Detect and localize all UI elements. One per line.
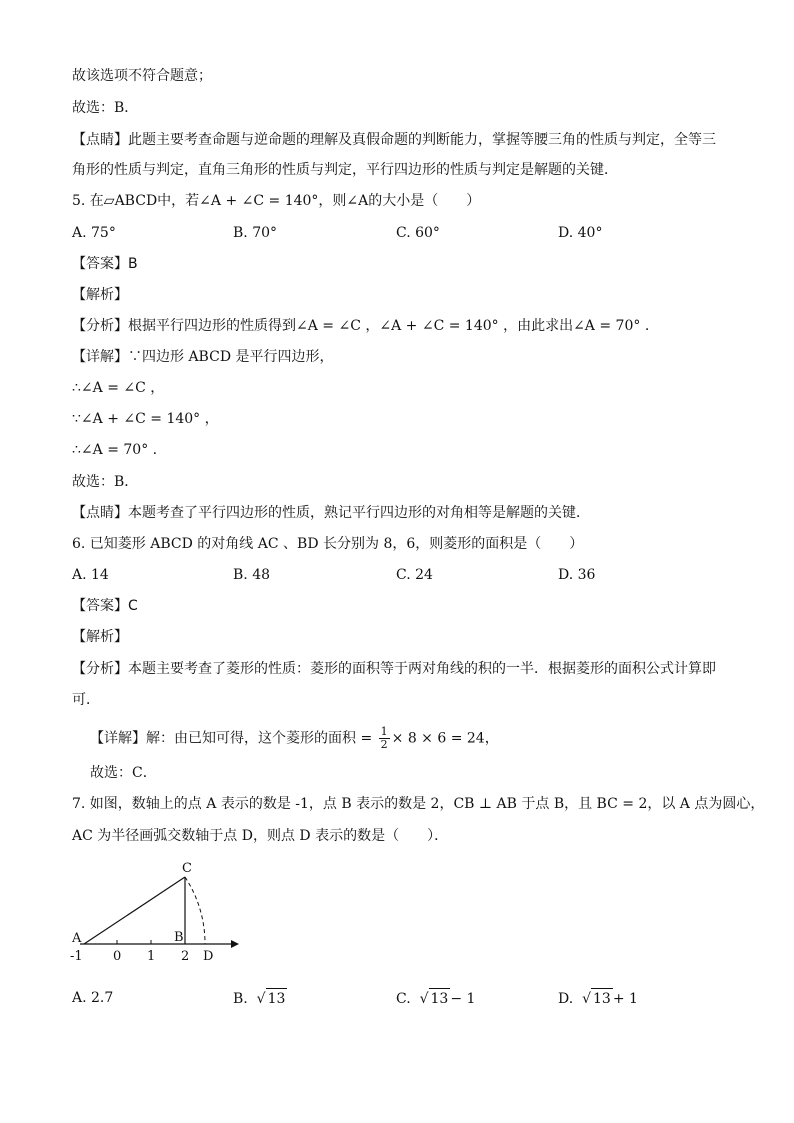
q7-option-d [558,988,638,1009]
q6-option-a: A. 14 [72,567,109,583]
tick-label-1: 1 [147,949,156,964]
q5-answer: 【答案】B [72,256,138,272]
sqrt-sign: √ [582,991,592,1007]
q6-option-c: C. 24 [396,567,433,583]
q6-fenxi-cont: 可． [72,692,100,708]
segment-ac [84,877,185,944]
number-line-figure [68,860,308,965]
q5-option-b: B. 70° [233,225,278,241]
q6-option-d: D. 36 [558,567,596,583]
sqrt-radicand: 13 [591,988,613,1009]
q7-option-c-label: C. [396,991,411,1007]
text-line: 角形的性质与判定，直角三角形的性质与判定，平行四边形的性质与判定是解题的关键． [72,162,618,178]
text-line: 【点睛】此题主要考查命题与逆命题的理解及真假命题的判断能力，掌握等腰三角的性质与判定，全等三 [72,132,716,148]
q5-detail-3: ∵∠A + ∠C = 140° ， [72,411,219,427]
label-c: C [182,861,192,876]
tick-label-neg1: -1 [70,949,83,964]
fraction [379,726,390,751]
text-line: 故选：B． [72,100,139,116]
label-a: A [72,931,82,946]
q5-fenxi: 【分析】根据平行四边形的性质得到∠A = ∠C ，∠A + ∠C = 140° ，由此求出∠A = 70° . [72,318,650,334]
q7-option-d-label: D. [558,991,574,1007]
text-line: 故该选项不符合题意； [72,68,212,84]
arc-cd [185,877,205,944]
axis-arrow [231,940,239,948]
q6-detail-2: 故选：C． [90,765,157,781]
q5-option-c: C. 60° [396,225,440,241]
q7-option-d-suffix: + 1 [612,991,638,1007]
q5-analysis-heading: 【解析】 [72,287,128,303]
sqrt-radicand: 13 [429,988,451,1009]
sqrt-sign: √ [419,991,429,1007]
q6-fenxi: 【分析】本题主要考查了菱形的性质：菱形的面积等于两对角线的积的一半．根据菱形的面积公式计算即 [72,661,716,677]
q5-option-a: A. 75° [72,225,116,241]
q5-detail-1: 【详解】∵四边形 ABCD 是平行四边形， [72,349,334,365]
label-b: B [174,930,184,945]
q7-option-a: A. 2.7 [72,990,114,1006]
fraction-denominator: 2 [380,738,388,751]
question-6: 6. 已知菱形 ABCD 的对角线 AC 、BD 长分别为 8，6，则菱形的面积是（ ） [72,536,584,552]
q5-detail-2: ∴∠A = ∠C ， [72,380,165,396]
q5-dianjing: 【点睛】本题考查了平行四边形的性质，熟记平行四边形的对角相等是解题的关键． [72,505,590,521]
fraction-numerator: 1 [380,725,388,738]
q7-option-c-suffix: − 1 [450,991,476,1007]
question-7: 7. 如图，数轴上的点 A 表示的数是 -1，点 B 表示的数是 2，CB ⊥ AB 于点 B，且 BC = 2，以 A 点为圆心， [72,796,765,812]
q6-analysis-heading: 【解析】 [72,629,128,645]
tick-label-2: 2 [181,949,190,964]
q5-detail-4: ∴∠A = 70° . [72,442,158,458]
label-d: D [203,949,214,964]
q6-detail-prefix: 【详解】解：由已知可得，这个菱形的面积 = [90,730,377,747]
sqrt-sign: √ [256,991,266,1007]
q6-detail-suffix: × 8 × 6 = 24， [391,730,499,747]
q7-option-c [396,988,475,1009]
q5-detail-5: 故选：B． [72,474,139,490]
q6-option-b: B. 48 [233,567,271,583]
sqrt-radicand: 13 [266,988,288,1009]
tick-label-0: 0 [113,949,122,964]
q7-option-b [233,988,287,1009]
q7-option-b-label: B. [233,991,248,1007]
question-5: 5. 在▱ABCD中，若∠A + ∠C = 140°，则∠A的大小是（ ） [72,193,481,209]
q6-detail-1 [90,726,499,751]
q6-answer: 【答案】C [72,598,138,614]
q5-option-d: D. 40° [558,225,603,241]
question-7-cont: AC 为半径画弧交数轴于点 D，则点 D 表示的数是（ ）． [72,828,449,844]
